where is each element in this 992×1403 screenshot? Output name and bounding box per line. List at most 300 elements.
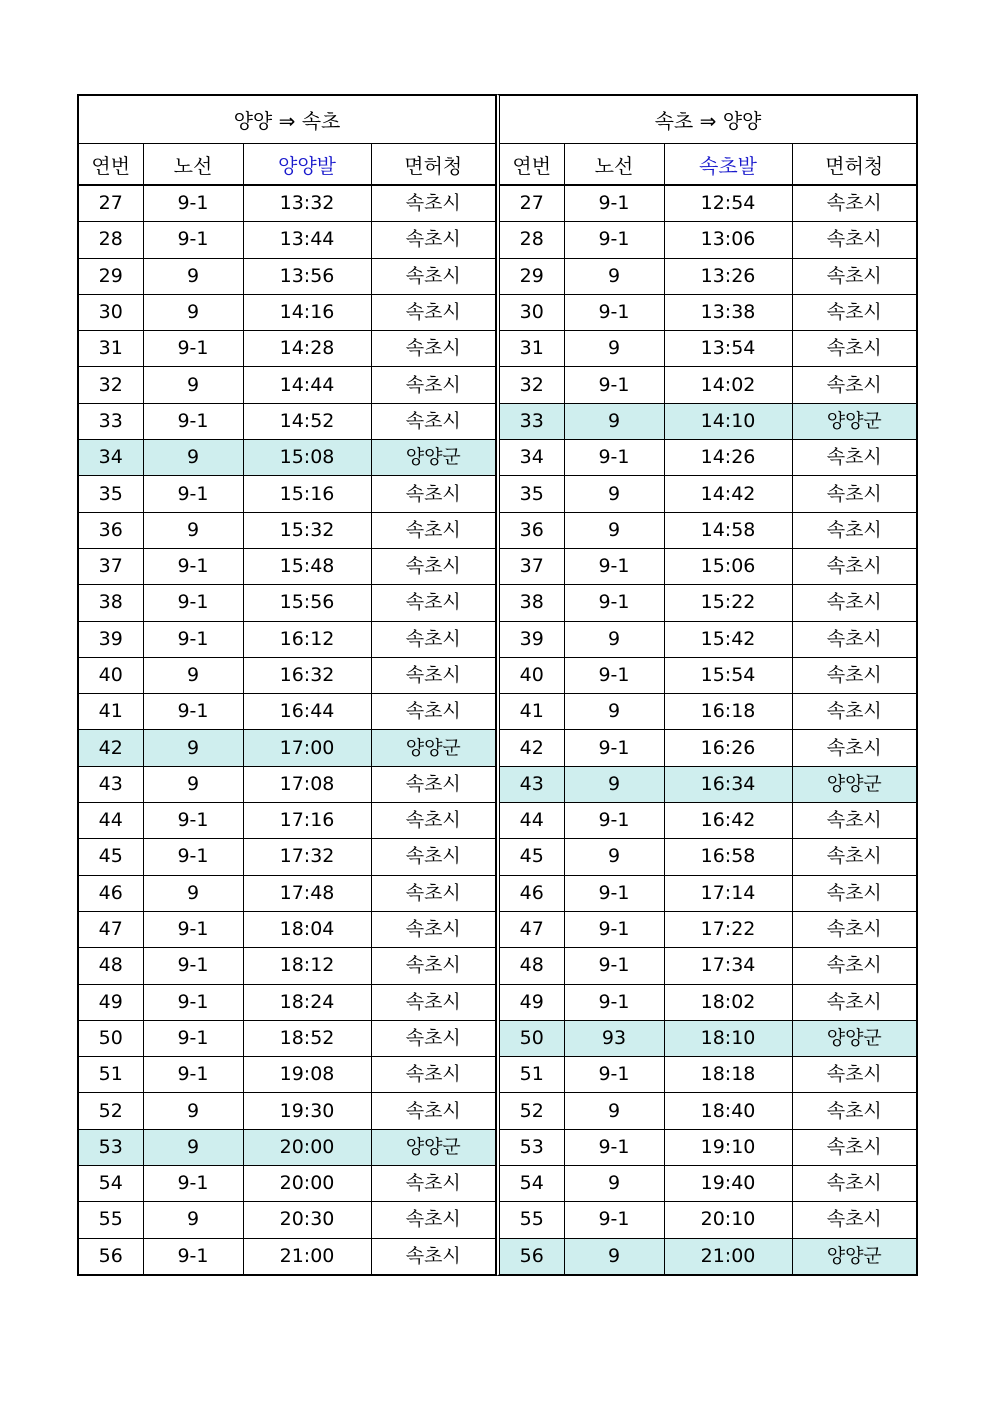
table-row	[79, 476, 495, 512]
cell-route: 9-1	[564, 657, 664, 693]
cell-number: 28	[500, 222, 564, 258]
cell-number: 37	[500, 548, 564, 584]
cell-departure-time: 14:28	[243, 331, 371, 367]
cell-number: 27	[79, 185, 143, 222]
table-row	[500, 185, 916, 222]
cell-route: 9	[564, 621, 664, 657]
table-row	[79, 1202, 495, 1238]
cell-departure-time: 17:32	[243, 839, 371, 875]
cell-number: 42	[500, 730, 564, 766]
cell-route: 9-1	[143, 548, 243, 584]
cell-departure-time: 13:32	[243, 185, 371, 222]
cell-route: 9-1	[564, 984, 664, 1020]
cell-departure-time: 16:44	[243, 694, 371, 730]
cell-licensing-office: 속초시	[371, 694, 495, 730]
cell-number: 52	[500, 1093, 564, 1129]
cell-route: 9	[143, 766, 243, 802]
table-row	[500, 1166, 916, 1202]
cell-departure-time: 15:42	[664, 621, 792, 657]
cell-licensing-office: 속초시	[792, 657, 916, 693]
table-row	[79, 585, 495, 621]
cell-licensing-office: 속초시	[371, 948, 495, 984]
cell-number: 44	[500, 803, 564, 839]
cell-licensing-office: 속초시	[371, 657, 495, 693]
cell-departure-time: 15:56	[243, 585, 371, 621]
cell-departure-time: 19:40	[664, 1166, 792, 1202]
cell-number: 41	[500, 694, 564, 730]
cell-licensing-office: 속초시	[371, 367, 495, 403]
col-header-office: 면허청	[792, 144, 916, 186]
cell-route: 9-1	[143, 621, 243, 657]
cell-route: 9	[143, 875, 243, 911]
cell-route: 9	[143, 1202, 243, 1238]
cell-licensing-office: 양양군	[792, 1238, 916, 1274]
cell-number: 40	[500, 657, 564, 693]
table-row	[500, 766, 916, 802]
direction-title: 속초 ⇒ 양양	[500, 96, 916, 144]
cell-number: 53	[500, 1129, 564, 1165]
col-header-departure: 양양발	[243, 144, 371, 186]
cell-route: 9-1	[143, 839, 243, 875]
cell-route: 9	[143, 440, 243, 476]
cell-licensing-office: 속초시	[792, 948, 916, 984]
cell-departure-time: 16:26	[664, 730, 792, 766]
cell-departure-time: 18:40	[664, 1093, 792, 1129]
cell-route: 9	[564, 1093, 664, 1129]
table-row	[79, 1093, 495, 1129]
cell-route: 9	[143, 258, 243, 294]
cell-licensing-office: 양양군	[371, 440, 495, 476]
col-header-route: 노선	[564, 144, 664, 186]
cell-route: 9-1	[564, 548, 664, 584]
table-row	[500, 657, 916, 693]
table-row	[79, 911, 495, 947]
table-row	[79, 1238, 495, 1274]
cell-licensing-office: 속초시	[371, 403, 495, 439]
cell-licensing-office: 속초시	[371, 766, 495, 802]
cell-number: 40	[79, 657, 143, 693]
yangyang-to-sokcho-table	[77, 94, 496, 1276]
cell-departure-time: 18:52	[243, 1020, 371, 1056]
table-row	[79, 185, 495, 222]
cell-licensing-office: 양양군	[792, 403, 916, 439]
cell-departure-time: 18:24	[243, 984, 371, 1020]
cell-departure-time: 17:22	[664, 911, 792, 947]
cell-route: 9	[564, 839, 664, 875]
cell-licensing-office: 속초시	[405, 1244, 461, 1267]
cell-licensing-office: 속초시	[792, 1129, 916, 1165]
table-row	[79, 548, 495, 584]
cell-licensing-office: 속초시	[371, 331, 495, 367]
table-row	[500, 1202, 916, 1238]
cell-licensing-office: 속초시	[371, 258, 495, 294]
col-header-office: 면허청	[371, 144, 495, 186]
sokcho-to-yangyang-table	[496, 94, 918, 1276]
cell-route: 9	[143, 512, 243, 548]
cell-number: 35	[500, 476, 564, 512]
cell-route: 9-1	[564, 730, 664, 766]
cell-route: 9-1	[564, 875, 664, 911]
cell-number: 34	[500, 440, 564, 476]
table-row	[79, 222, 495, 258]
cell-number: 38	[79, 585, 143, 621]
cell-route: 9-1	[564, 1202, 664, 1238]
cell-departure-time: 18:10	[664, 1020, 792, 1056]
cell-route: 9	[143, 730, 243, 766]
table-row	[79, 331, 495, 367]
cell-departure-time: 17:48	[243, 875, 371, 911]
cell-licensing-office: 속초시	[371, 839, 495, 875]
cell-licensing-office: 속초시	[792, 294, 916, 330]
cell-licensing-office: 속초시	[371, 803, 495, 839]
cell-departure-time: 17:16	[243, 803, 371, 839]
table-row	[500, 476, 916, 512]
cell-licensing-office: 속초시	[371, 294, 495, 330]
cell-route: 9-1	[564, 948, 664, 984]
cell-departure-time: 17:00	[243, 730, 371, 766]
cell-licensing-office: 속초시	[792, 839, 916, 875]
cell-route: 9-1	[143, 185, 243, 222]
cell-number: 54	[79, 1166, 143, 1202]
cell-licensing-office: 속초시	[371, 911, 495, 947]
cell-licensing-office: 속초시	[371, 222, 495, 258]
cell-route: 9	[564, 766, 664, 802]
col-header-number: 연번	[79, 144, 143, 186]
table-row	[500, 839, 916, 875]
table-row	[500, 258, 916, 294]
cell-departure-time: 14:58	[664, 512, 792, 548]
cell-number: 56	[79, 1238, 143, 1274]
cell-licensing-office: 속초시	[792, 984, 916, 1020]
table-row	[500, 585, 916, 621]
cell-number: 34	[79, 440, 143, 476]
cell-route: 9-1	[143, 803, 243, 839]
cell-route: 9	[564, 331, 664, 367]
cell-route: 9-1	[143, 476, 243, 512]
cell-number: 39	[500, 621, 564, 657]
cell-departure-time: 14:26	[664, 440, 792, 476]
table-row	[79, 512, 495, 548]
cell-number: 30	[500, 294, 564, 330]
cell-route: 9-1	[143, 948, 243, 984]
cell-departure-time: 14:42	[664, 476, 792, 512]
table-row	[500, 512, 916, 548]
cell-route: 9-1	[143, 403, 243, 439]
cell-departure-time: 16:34	[664, 766, 792, 802]
cell-route: 9-1	[143, 1020, 243, 1056]
table-row	[500, 984, 916, 1020]
cell-number: 55	[500, 1202, 564, 1238]
cell-number: 28	[79, 222, 143, 258]
cell-departure-time: 16:12	[243, 621, 371, 657]
cell-route: 9	[143, 367, 243, 403]
col-header-number: 연번	[500, 144, 564, 186]
table-row	[500, 875, 916, 911]
cell-licensing-office: 속초시	[371, 1057, 495, 1093]
cell-number: 41	[79, 694, 143, 730]
cell-licensing-office: 속초시	[371, 548, 495, 584]
cell-route: 9-1	[564, 803, 664, 839]
cell-licensing-office: 속초시	[792, 512, 916, 548]
cell-number: 37	[79, 548, 143, 584]
table-row	[79, 657, 495, 693]
table-row	[79, 1020, 495, 1056]
table-row	[79, 839, 495, 875]
table-row	[79, 1129, 495, 1165]
table-row	[500, 911, 916, 947]
cell-number: 33	[79, 403, 143, 439]
cell-departure-time: 19:30	[243, 1093, 371, 1129]
cell-route: 9	[143, 1129, 243, 1165]
cell-number: 44	[79, 803, 143, 839]
cell-departure-time: 14:10	[664, 403, 792, 439]
cell-number: 30	[79, 294, 143, 330]
cell-number: 52	[79, 1093, 143, 1129]
cell-licensing-office: 속초시	[792, 476, 916, 512]
table-row	[500, 1093, 916, 1129]
cell-route: 9	[564, 1238, 664, 1274]
cell-licensing-office: 속초시	[792, 222, 916, 258]
cell-licensing-office: 속초시	[792, 1057, 916, 1093]
cell-departure-time: 16:32	[243, 657, 371, 693]
cell-licensing-office: 속초시	[792, 548, 916, 584]
table-row	[500, 948, 916, 984]
table-row	[500, 440, 916, 476]
cell-number: 36	[500, 512, 564, 548]
table-row	[79, 1166, 495, 1202]
cell-licensing-office: 속초시	[792, 694, 916, 730]
cell-route: 9-1	[143, 331, 243, 367]
cell-licensing-office: 속초시	[371, 621, 495, 657]
cell-departure-time: 21:00	[243, 1238, 371, 1274]
cell-departure-time: 20:30	[243, 1202, 371, 1238]
table-row	[79, 948, 495, 984]
cell-number: 31	[79, 331, 143, 367]
cell-licensing-office: 속초시	[792, 440, 916, 476]
cell-number: 27	[500, 185, 564, 222]
cell-route: 9-1	[564, 911, 664, 947]
cell-route: 9-1	[143, 694, 243, 730]
cell-departure-time: 13:56	[243, 258, 371, 294]
cell-number: 39	[79, 621, 143, 657]
cell-departure-time: 16:42	[664, 803, 792, 839]
cell-route: 9	[564, 476, 664, 512]
cell-departure-time: 17:14	[664, 875, 792, 911]
cell-number: 45	[500, 839, 564, 875]
cell-number: 32	[500, 367, 564, 403]
cell-licensing-office: 양양군	[371, 1129, 495, 1165]
table-row	[79, 440, 495, 476]
cell-licensing-office: 속초시	[792, 730, 916, 766]
cell-licensing-office: 양양군	[792, 766, 916, 802]
cell-number: 35	[79, 476, 143, 512]
cell-number: 51	[500, 1057, 564, 1093]
table-row	[500, 367, 916, 403]
cell-number: 43	[79, 766, 143, 802]
cell-licensing-office: 속초시	[371, 512, 495, 548]
cell-route: 9	[564, 512, 664, 548]
cell-route: 9-1	[143, 1057, 243, 1093]
cell-route: 9-1	[564, 585, 664, 621]
cell-departure-time: 15:48	[243, 548, 371, 584]
cell-licensing-office: 속초시	[371, 585, 495, 621]
cell-licensing-office: 속초시	[371, 984, 495, 1020]
cell-number: 46	[79, 875, 143, 911]
cell-departure-time: 14:16	[243, 294, 371, 330]
cell-number: 54	[500, 1166, 564, 1202]
cell-licensing-office: 속초시	[792, 258, 916, 294]
cell-route: 9-1	[143, 911, 243, 947]
table-row	[79, 984, 495, 1020]
cell-departure-time: 17:08	[243, 766, 371, 802]
cell-number: 29	[79, 258, 143, 294]
table-row	[500, 803, 916, 839]
cell-departure-time: 14:52	[243, 403, 371, 439]
cell-departure-time: 20:00	[243, 1129, 371, 1165]
cell-route: 9-1	[564, 367, 664, 403]
direction-title: 양양 ⇒ 속초	[79, 96, 495, 144]
cell-departure-time: 18:12	[243, 948, 371, 984]
cell-number: 32	[79, 367, 143, 403]
cell-route: 9-1	[143, 222, 243, 258]
cell-departure-time: 12:54	[664, 185, 792, 222]
cell-departure-time: 20:10	[664, 1202, 792, 1238]
cell-route: 9	[143, 657, 243, 693]
cell-departure-time: 18:04	[243, 911, 371, 947]
cell-licensing-office: 속초시	[371, 1166, 495, 1202]
cell-number: 53	[79, 1129, 143, 1165]
cell-licensing-office: 속초시	[792, 185, 916, 222]
timetable	[77, 94, 918, 1276]
cell-departure-time: 15:08	[243, 440, 371, 476]
cell-number: 48	[500, 948, 564, 984]
table-row	[79, 803, 495, 839]
cell-departure-time: 14:02	[664, 367, 792, 403]
cell-route: 9-1	[564, 440, 664, 476]
cell-route: 9	[564, 694, 664, 730]
table-row	[500, 331, 916, 367]
cell-route: 9	[564, 258, 664, 294]
cell-licensing-office: 속초시	[371, 875, 495, 911]
cell-departure-time: 13:06	[664, 222, 792, 258]
cell-number: 48	[79, 948, 143, 984]
table-row	[79, 1057, 495, 1093]
cell-licensing-office: 속초시	[792, 911, 916, 947]
cell-departure-time: 19:08	[243, 1057, 371, 1093]
table-row	[79, 875, 495, 911]
cell-number: 49	[500, 984, 564, 1020]
cell-route: 9	[564, 403, 664, 439]
table-row	[500, 730, 916, 766]
cell-licensing-office: 속초시	[371, 476, 495, 512]
table-row	[500, 403, 916, 439]
cell-number: 45	[79, 839, 143, 875]
cell-number: 46	[500, 875, 564, 911]
table-row	[79, 403, 495, 439]
cell-departure-time: 20:00	[243, 1166, 371, 1202]
table-row	[500, 621, 916, 657]
cell-route: 9-1	[143, 585, 243, 621]
cell-licensing-office: 속초시	[792, 621, 916, 657]
cell-number: 50	[79, 1020, 143, 1056]
cell-route: 9-1	[564, 294, 664, 330]
cell-route: 9-1	[564, 1129, 664, 1165]
cell-departure-time: 15:16	[243, 476, 371, 512]
cell-number: 42	[79, 730, 143, 766]
cell-route: 9-1	[143, 1166, 243, 1202]
cell-route: 9-1	[564, 222, 664, 258]
table-row	[79, 694, 495, 730]
cell-departure-time: 16:18	[664, 694, 792, 730]
cell-route: 93	[564, 1020, 664, 1056]
cell-licensing-office: 양양군	[792, 1020, 916, 1056]
cell-number: 38	[500, 585, 564, 621]
col-header-route: 노선	[143, 144, 243, 186]
table-row	[500, 1020, 916, 1056]
cell-departure-time: 15:32	[243, 512, 371, 548]
table-row	[79, 367, 495, 403]
cell-number: 56	[500, 1238, 564, 1274]
table-row	[79, 294, 495, 330]
cell-licensing-office: 속초시	[792, 1166, 916, 1202]
cell-licensing-office: 속초시	[792, 331, 916, 367]
col-header-departure: 속초발	[664, 144, 792, 186]
cell-departure-time: 14:44	[243, 367, 371, 403]
cell-route: 9	[143, 1093, 243, 1129]
cell-number: 36	[79, 512, 143, 548]
cell-departure-time: 18:02	[664, 984, 792, 1020]
cell-departure-time: 15:22	[664, 585, 792, 621]
cell-departure-time: 21:00	[664, 1238, 792, 1274]
cell-departure-time: 16:58	[664, 839, 792, 875]
cell-departure-time: 18:18	[664, 1057, 792, 1093]
cell-route: 9-1	[564, 185, 664, 222]
cell-number: 47	[500, 911, 564, 947]
cell-number: 43	[500, 766, 564, 802]
cell-licensing-office: 양양군	[371, 730, 495, 766]
cell-route: 9-1	[143, 1238, 243, 1274]
cell-number: 55	[79, 1202, 143, 1238]
cell-departure-time: 13:54	[664, 331, 792, 367]
cell-licensing-office: 속초시	[371, 1202, 495, 1238]
table-row	[500, 294, 916, 330]
cell-licensing-office: 속초시	[792, 367, 916, 403]
cell-departure-time: 13:26	[664, 258, 792, 294]
table-row	[500, 1057, 916, 1093]
cell-number: 47	[79, 911, 143, 947]
cell-licensing-office: 속초시	[792, 875, 916, 911]
cell-licensing-office: 속초시	[792, 1093, 916, 1129]
cell-number: 51	[79, 1057, 143, 1093]
table-row	[79, 258, 495, 294]
cell-number: 29	[500, 258, 564, 294]
cell-licensing-office: 속초시	[371, 1093, 495, 1129]
cell-departure-time: 13:44	[243, 222, 371, 258]
cell-number: 31	[500, 331, 564, 367]
cell-number: 50	[500, 1020, 564, 1056]
table-row	[79, 766, 495, 802]
cell-route: 9-1	[564, 1057, 664, 1093]
table-row	[79, 621, 495, 657]
table-row	[500, 694, 916, 730]
cell-departure-time: 15:54	[664, 657, 792, 693]
cell-licensing-office: 속초시	[371, 185, 495, 222]
cell-route: 9	[143, 294, 243, 330]
table-row	[500, 1129, 916, 1165]
cell-departure-time: 15:06	[664, 548, 792, 584]
cell-route: 9-1	[143, 984, 243, 1020]
cell-departure-time: 19:10	[664, 1129, 792, 1165]
